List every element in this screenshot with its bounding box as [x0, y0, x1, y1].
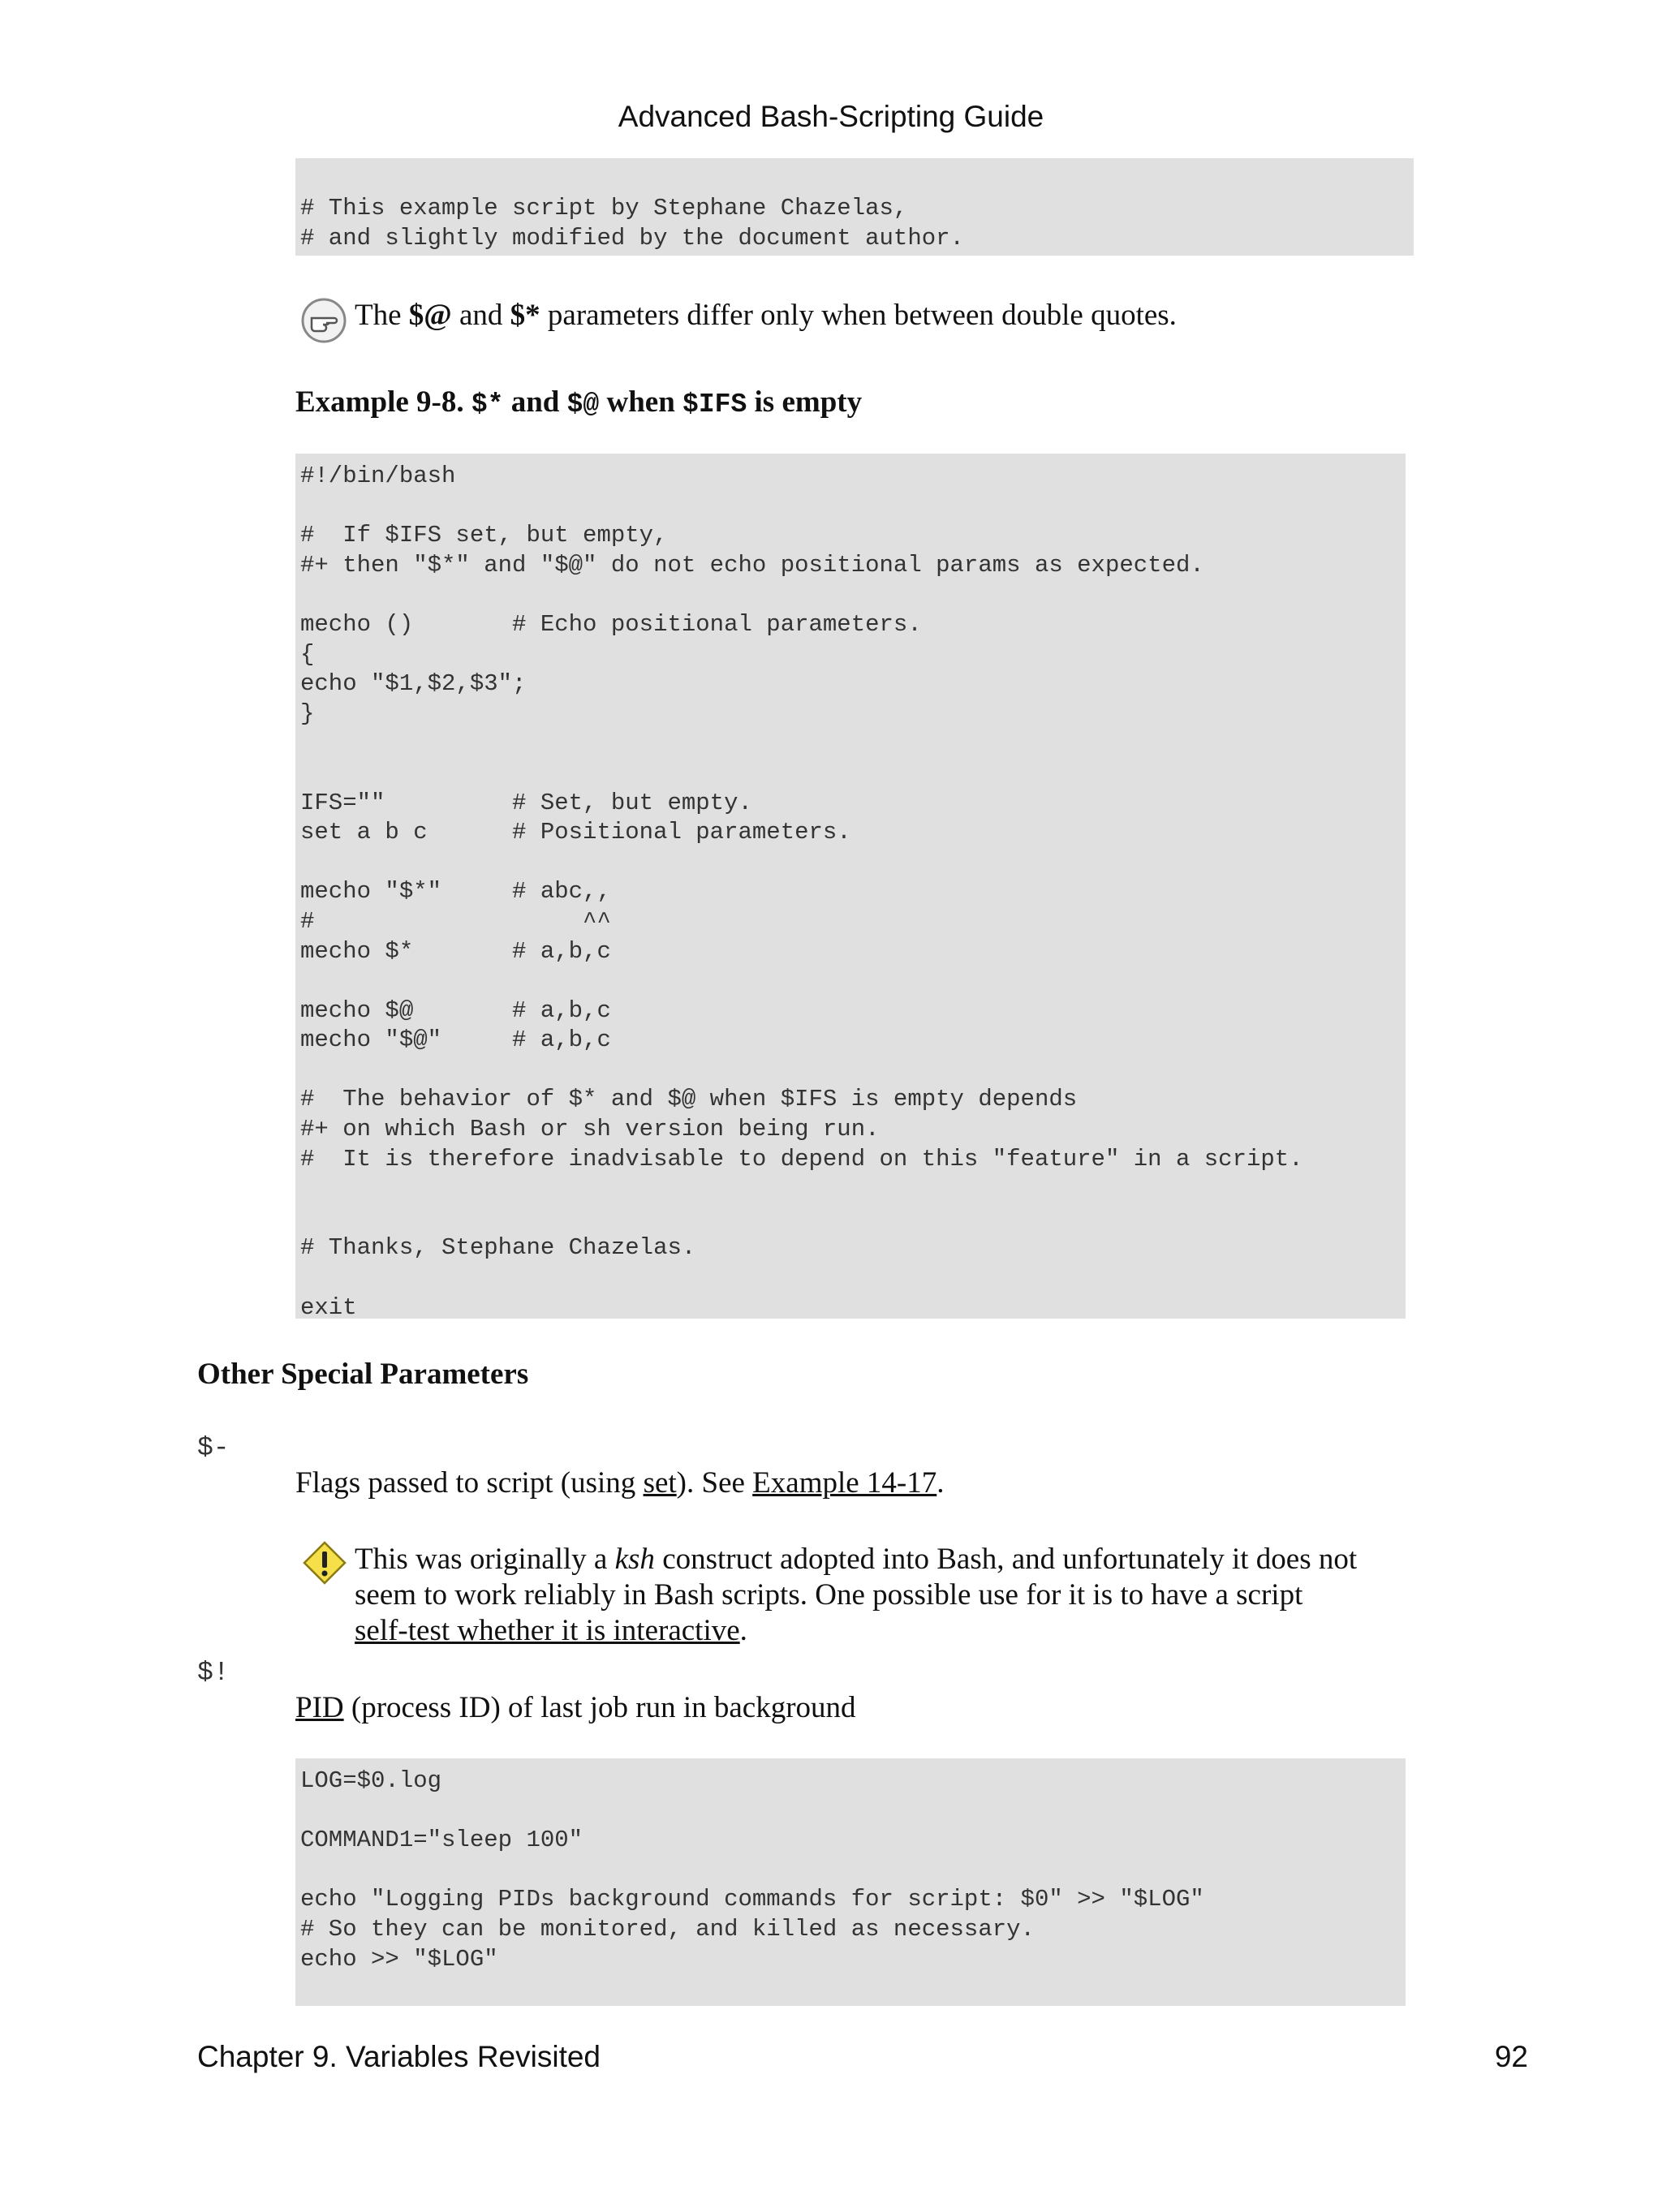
- pointing-hand-icon: [300, 297, 347, 344]
- page-header: Advanced Bash-Scripting Guide: [618, 100, 1044, 133]
- footer-chapter: Chapter 9. Variables Revisited: [197, 2040, 601, 2073]
- warning-icon: [302, 1540, 347, 1586]
- link-example-14-17[interactable]: Example 14-17: [752, 1466, 937, 1500]
- link-pid[interactable]: PID: [295, 1691, 344, 1724]
- term-dollar-dash: $-: [197, 1433, 230, 1463]
- param-at: $@: [408, 299, 452, 332]
- link-self-test-interactive[interactable]: self-test whether it is interactive: [355, 1614, 740, 1647]
- section-heading: Other Special Parameters: [197, 1358, 529, 1391]
- note-double-quotes: The $@ and $* parameters differ only when between double quotes.: [355, 299, 1177, 332]
- warning-text: This was originally a ksh construct adopted into Bash, and unfortunately it does not seem to work reliably in Bash scripts. One possible use for it is to have a script self-test whether it is interactive.: [355, 1543, 1358, 1647]
- desc-dollar-bang: PID (process ID) of last job run in background: [295, 1691, 856, 1724]
- code-block-pid-log: LOG=$0.log COMMAND1="sleep 100" echo "Logging PIDs background commands for script: $0" >> "$LOG" # So they can be monitored, and killed as necessary. echo >> "$LOG": [295, 1758, 1406, 2006]
- param-star: $*: [510, 299, 540, 332]
- code-block-credits: # This example script by Stephane Chazelas, # and slightly modified by the document author.: [295, 158, 1414, 256]
- example-caption: Example 9-8. $* and $@ when $IFS is empty: [295, 385, 863, 420]
- term-dollar-bang: $!: [197, 1658, 230, 1688]
- link-set[interactable]: set: [643, 1466, 677, 1500]
- page-number: 92: [1494, 2040, 1528, 2073]
- code-block-example: #!/bin/bash # If $IFS set, but empty, #+ then "$*" and "$@" do not echo positional params as expected. mecho () # Echo positional parameters. { echo "$1,$2,$3"; } IFS="" # Set, but empty. set a b c # Positional parameters. mecho "$*" # abc,, # ^^ mecho $* # a,b,c mecho $@ # a,b,c mecho "$@" # a,b,c # The behavior of $* and $@ when $IFS is empty depends #+ on which Bash or sh version being run. # It is therefore inadvisable to depend on this "feature" in a script. # Thanks, Stephane Chazelas. exit: [295, 454, 1406, 1319]
- desc-dollar-dash: Flags passed to script (using set). See Example 14-17.: [295, 1466, 945, 1500]
